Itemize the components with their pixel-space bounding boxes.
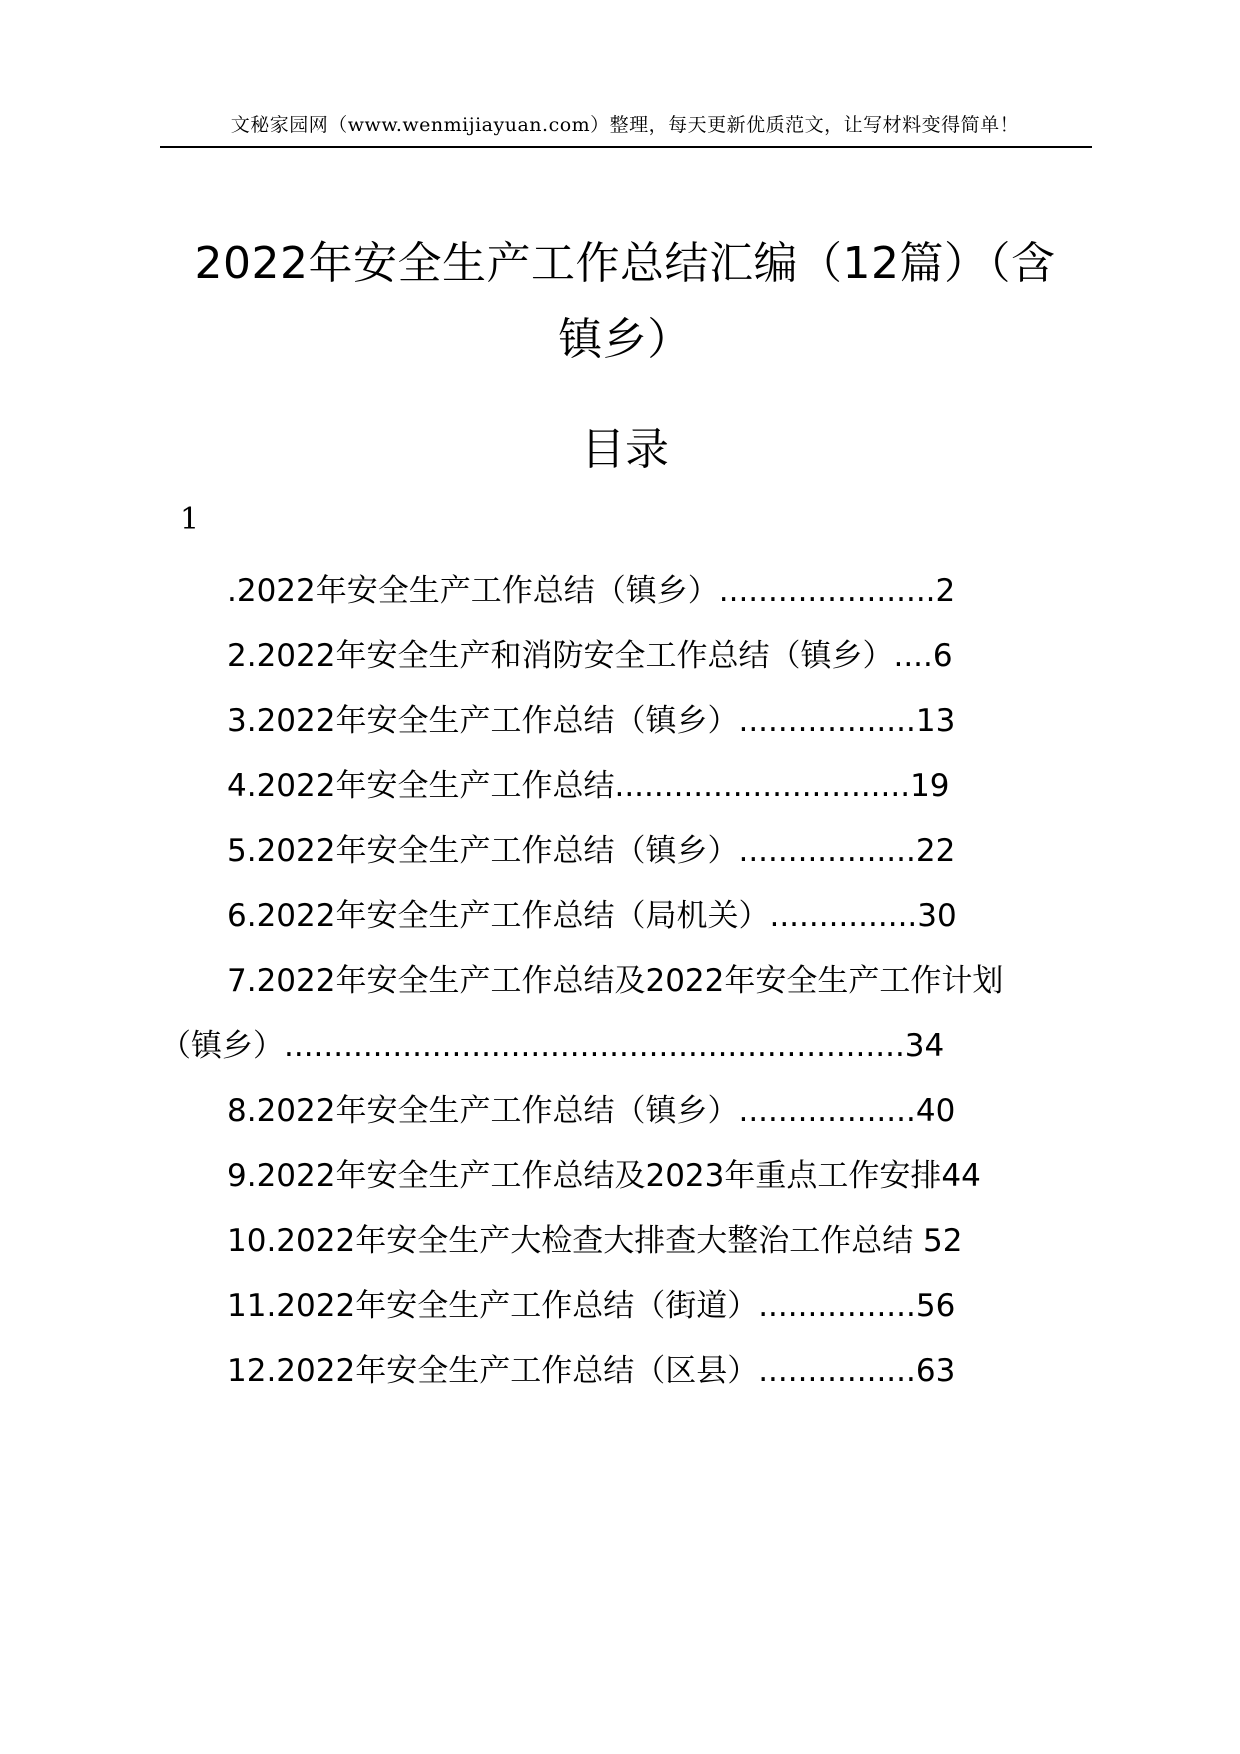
document-title-line1: 2022年安全生产工作总结汇编（12篇）（含 xyxy=(194,238,1056,289)
page-header: 文秘家园网（www.wenmijiayuan.com）整理，每天更新优质范文，让写材料变得简单！ xyxy=(230,114,1020,136)
document-title-line2: 镇乡） xyxy=(558,314,692,365)
toc-entry-11[interactable]: 11.2022年安全生产工作总结（街道）................56 xyxy=(227,1288,956,1324)
toc-entry-9[interactable]: 9.2022年安全生产工作总结及2023年重点工作安排44 xyxy=(227,1158,981,1194)
toc-entry-6[interactable]: 6.2022年安全生产工作总结（局机关）...............30 xyxy=(227,898,957,934)
header-divider xyxy=(160,146,1092,148)
toc-entry-8[interactable]: 8.2022年安全生产工作总结（镇乡）..................40 xyxy=(227,1093,956,1129)
toc-entry-7-line2: （镇乡）...............................................................34 xyxy=(160,1028,945,1064)
toc-entry-7[interactable] xyxy=(160,949,1100,1079)
toc-stray-number: 1 xyxy=(180,502,200,537)
toc-heading: 目录 xyxy=(581,424,669,475)
toc-entry-1[interactable]: .2022年安全生产工作总结（镇乡）......................2 xyxy=(227,573,956,609)
document-title xyxy=(160,226,1090,378)
toc-entry-5[interactable]: 5.2022年安全生产工作总结（镇乡）..................22 xyxy=(227,833,956,869)
toc-entry-3[interactable]: 3.2022年安全生产工作总结（镇乡）..................13 xyxy=(227,703,956,739)
toc-entry-10[interactable]: 10.2022年安全生产大检查大排查大整治工作总结 52 xyxy=(227,1223,963,1259)
toc-entry-7-line1: 7.2022年安全生产工作总结及2022年安全生产工作计划 xyxy=(227,963,1004,999)
table-of-contents xyxy=(160,559,1100,1404)
toc-entry-2[interactable]: 2.2022年安全生产和消防安全工作总结（镇乡）....6 xyxy=(227,638,953,674)
toc-entry-12[interactable]: 12.2022年安全生产工作总结（区县）................63 xyxy=(227,1353,956,1389)
toc-entry-4[interactable]: 4.2022年安全生产工作总结..............................19 xyxy=(227,768,950,804)
